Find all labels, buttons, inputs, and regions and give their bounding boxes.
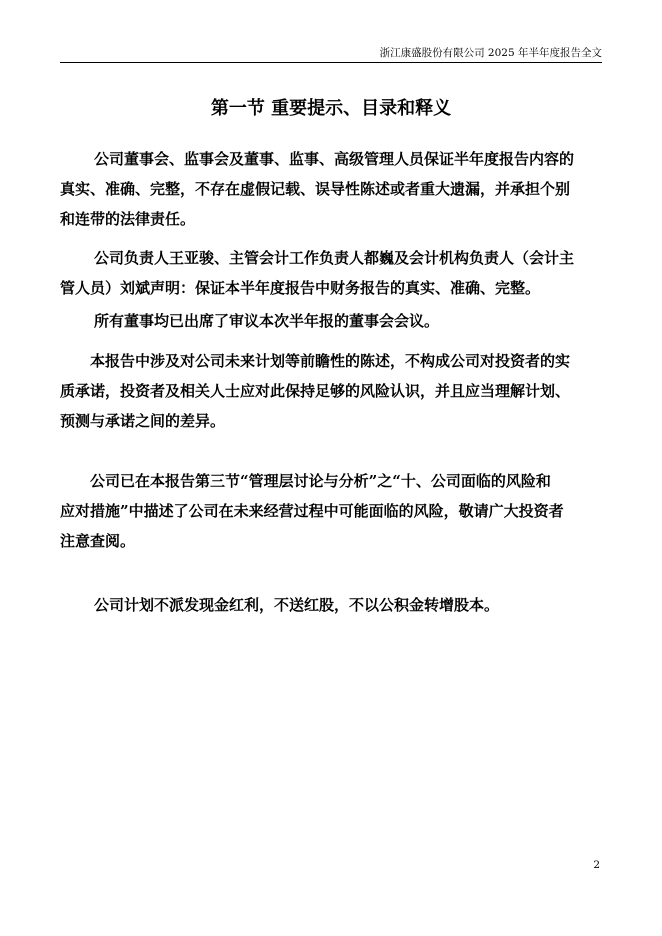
paragraph-line: 管人员）刘斌声明：保证本半年度报告中财务报告的真实、准确、完整。 [60, 279, 541, 297]
paragraph-dividend-plan [60, 590, 606, 620]
page-number: 2 [593, 859, 600, 871]
paragraph-line: 所有董事均已出席了审议本次半年报的董事会会议。 [94, 312, 440, 330]
paragraph-forward-looking [60, 346, 606, 436]
paragraph-line: 应对措施”中描述了公司在未来经营过程中可能面临的风险，敬请广大投资者 [60, 502, 564, 520]
paragraph-board-guarantee [60, 144, 606, 234]
paragraph-line: 公司负责人王亚骏、主管会计工作负责人都巍及会计机构负责人（会计主 [94, 249, 575, 267]
paragraph-line: 公司董事会、监事会及董事、监事、高级管理人员保证半年度报告内容的 [94, 150, 575, 168]
paragraph-line: 真实、准确、完整，不存在虚假记载、误导性陈述或者重大遗漏，并承担个别 [60, 180, 571, 198]
paragraph-line: 和连带的法律责任。 [60, 210, 196, 228]
paragraph-line: 注意查阅。 [60, 532, 136, 550]
paragraph-responsible-persons [60, 243, 606, 303]
header-text: 浙江康盛股份有限公司 2025 年半年度报告全文 [379, 47, 602, 59]
paragraph-line: 质承诺，投资者及相关人士应对此保持足够的风险认识，并且应当理解计划、 [60, 382, 571, 400]
section-title: 第一节 重要提示、目录和释义 [210, 98, 452, 119]
paragraph-line: 预测与承诺之间的差异。 [60, 412, 226, 430]
paragraph-line: 公司已在本报告第三节“管理层讨论与分析”之“十、公司面临的风险和 [90, 472, 551, 490]
paragraph-directors-attendance [60, 306, 606, 336]
paragraph-line: 公司计划不派发现金红利，不送红股，不以公积金转增股本。 [94, 596, 500, 614]
paragraph-line: 本报告中涉及对公司未来计划等前瞻性的陈述，不构成公司对投资者的实 [90, 352, 571, 370]
page-header [60, 38, 602, 63]
paragraph-risk-notice [60, 466, 606, 556]
